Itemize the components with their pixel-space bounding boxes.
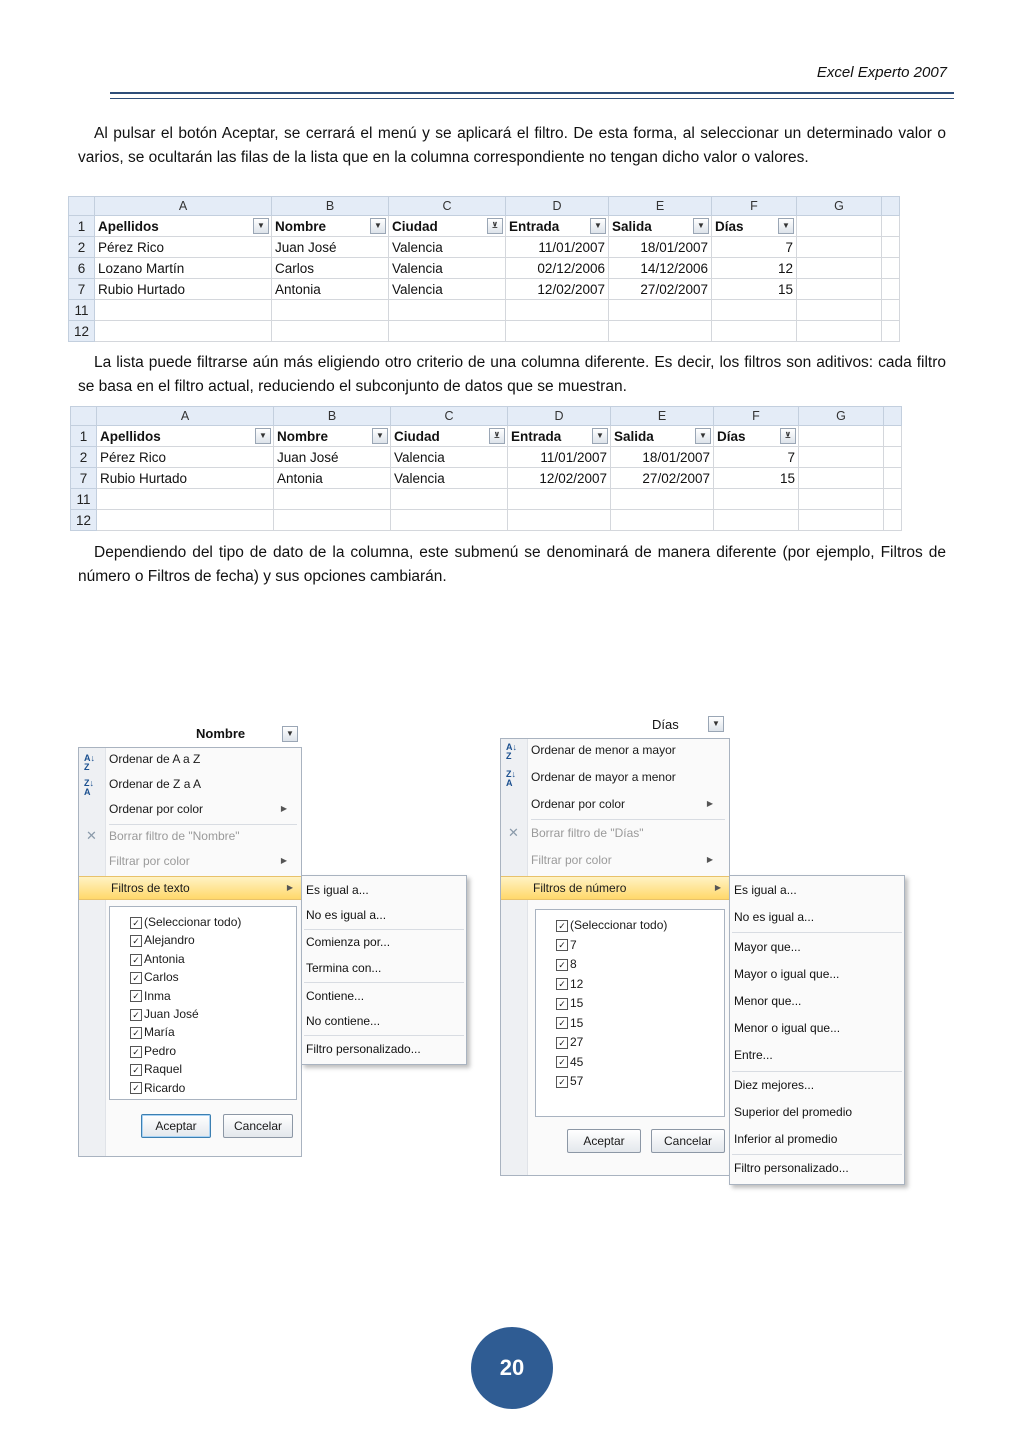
filter-active-icon[interactable]: ⊻: [489, 428, 505, 444]
table-cell[interactable]: 12: [712, 258, 797, 279]
checkbox-checked-icon[interactable]: ✓: [556, 978, 568, 990]
sort-color-label: Ordenar por color: [109, 802, 204, 816]
checklist-item[interactable]: [130, 1005, 199, 1023]
table-cell[interactable]: 02/12/2006: [506, 258, 609, 279]
table-cell[interactable]: Valencia: [391, 468, 508, 489]
checklist-item[interactable]: [556, 1033, 583, 1051]
header-cell-label: Nombre: [275, 218, 327, 234]
table-row: [71, 489, 902, 510]
filter-color-label: Filtrar por color: [109, 854, 190, 868]
checklist-item[interactable]: [556, 916, 667, 934]
table-row: [69, 237, 900, 258]
column-header-a[interactable]: A: [97, 407, 274, 426]
table-cell[interactable]: 18/01/2007: [611, 447, 714, 468]
header-cell[interactable]: [274, 426, 391, 447]
row-header[interactable]: 12: [71, 510, 97, 531]
header-cell-label: Nombre: [277, 428, 329, 444]
paragraph-1-text: Al pulsar el botón Aceptar, se cerrará el menú y se aplicará el filtro. De esta forma, al seleccionar un determinado valor o varios, se ocultarán las filas de la lista que en la columna correspondiente no tengan dicho valor o valores.: [78, 125, 946, 166]
submenu-item[interactable]: Filtro personalizado...: [734, 1161, 849, 1175]
table-cell[interactable]: Antonia: [272, 279, 389, 300]
empty-cell[interactable]: [712, 300, 797, 321]
header-cell[interactable]: [389, 216, 506, 237]
table-cell[interactable]: Rubio Hurtado: [95, 279, 272, 300]
filter-dropdown-icon[interactable]: ▼: [370, 218, 386, 234]
column-header-b[interactable]: B: [274, 407, 391, 426]
table-cell[interactable]: 18/01/2007: [609, 237, 712, 258]
menu-separator: [531, 819, 725, 820]
empty-cell[interactable]: [272, 300, 389, 321]
empty-cell[interactable]: [882, 237, 900, 258]
empty-cell[interactable]: [391, 510, 508, 531]
empty-cell[interactable]: [882, 216, 900, 237]
checkbox-checked-icon[interactable]: ✓: [130, 1064, 142, 1076]
ok-button[interactable]: Aceptar: [567, 1129, 641, 1153]
checklist-item-label: 57: [570, 1074, 584, 1088]
checklist-item[interactable]: [130, 987, 171, 1005]
empty-cell[interactable]: [274, 510, 391, 531]
empty-cell[interactable]: [506, 321, 609, 342]
checklist-item-label: Inma: [144, 988, 171, 1003]
table-cell[interactable]: Juan José: [272, 237, 389, 258]
table-cell[interactable]: Valencia: [389, 237, 506, 258]
values-checklist[interactable]: [535, 909, 725, 1117]
empty-cell[interactable]: [272, 321, 389, 342]
dias-filter-dropdown-icon[interactable]: ▼: [708, 716, 724, 732]
column-header-c[interactable]: C: [391, 407, 508, 426]
submenu-item[interactable]: Es igual a...: [306, 883, 369, 897]
empty-cell[interactable]: [97, 489, 274, 510]
column-header-c[interactable]: C: [389, 197, 506, 216]
checklist-item-label: (Seleccionar todo): [570, 918, 668, 932]
checklist-item-label: 12: [570, 976, 584, 991]
column-header-f[interactable]: F: [712, 197, 797, 216]
checklist-item-label: 15: [570, 1015, 584, 1030]
ok-button[interactable]: Aceptar: [141, 1114, 211, 1138]
filter-dropdown-icon[interactable]: ▼: [778, 218, 794, 234]
submenu-arrow-icon: ▶: [280, 856, 287, 865]
empty-cell[interactable]: [712, 321, 797, 342]
checkbox-checked-icon[interactable]: ✓: [130, 935, 142, 947]
empty-cell[interactable]: [884, 510, 902, 531]
menu-item-text-filters[interactable]: [79, 876, 301, 900]
empty-cell[interactable]: [611, 489, 714, 510]
empty-cell[interactable]: [611, 510, 714, 531]
checklist-item[interactable]: [130, 913, 241, 931]
filter-color-label: Filtrar por color: [531, 853, 612, 867]
table-cell[interactable]: 11/01/2007: [506, 237, 609, 258]
submenu-item[interactable]: Mayor o igual que...: [734, 967, 840, 981]
sort-az-icon: A↓ Z: [84, 753, 95, 772]
empty-cell[interactable]: [95, 300, 272, 321]
empty-cell[interactable]: [799, 447, 884, 468]
header-cell-label: Salida: [614, 428, 654, 444]
submenu-separator: [304, 1035, 464, 1036]
header-cell-label: Entrada: [511, 428, 562, 444]
spreadsheet-2: [70, 406, 902, 531]
checkbox-checked-icon[interactable]: ✓: [556, 1076, 568, 1088]
checkbox-checked-icon[interactable]: ✓: [130, 954, 142, 966]
filter-dropdown-icon[interactable]: ▼: [592, 428, 608, 444]
empty-cell[interactable]: [389, 300, 506, 321]
checklist-item[interactable]: [556, 975, 583, 993]
table-cell[interactable]: Lozano Martín: [95, 258, 272, 279]
table-row: [69, 300, 900, 321]
sort-asc-icon: A↓ Z: [506, 742, 517, 761]
checklist-item[interactable]: [556, 1014, 583, 1032]
empty-cell[interactable]: [797, 237, 882, 258]
submenu-item[interactable]: No es igual a...: [306, 908, 387, 922]
column-header-b[interactable]: B: [272, 197, 389, 216]
menu-item-clear-filter[interactable]: Borrar filtro de "Nombre": [109, 829, 240, 843]
table-cell[interactable]: Carlos: [272, 258, 389, 279]
empty-cell[interactable]: [797, 279, 882, 300]
header-cell-label: Entrada: [509, 218, 560, 234]
empty-cell[interactable]: [797, 300, 882, 321]
header-cell[interactable]: [506, 216, 609, 237]
empty-cell[interactable]: [799, 510, 884, 531]
table-cell[interactable]: Pérez Rico: [97, 447, 274, 468]
submenu-item[interactable]: No es igual a...: [734, 910, 815, 924]
cancel-button[interactable]: Cancelar: [651, 1129, 725, 1153]
checklist-item-label: Juan José: [144, 1007, 199, 1021]
empty-cell[interactable]: [797, 258, 882, 279]
header-cell[interactable]: [611, 426, 714, 447]
column-header-d[interactable]: D: [508, 407, 611, 426]
filter-dropdown-icon[interactable]: ▼: [695, 428, 711, 444]
submenu-separator: [732, 932, 902, 933]
empty-cell[interactable]: [799, 426, 884, 447]
header-cell[interactable]: [712, 216, 797, 237]
checklist-item-label: 27: [570, 1035, 584, 1049]
checklist-item[interactable]: [556, 936, 577, 954]
text-filters-submenu: [301, 875, 467, 1065]
table-cell[interactable]: Valencia: [389, 279, 506, 300]
checkbox-checked-icon[interactable]: ✓: [130, 1009, 142, 1021]
checklist-item-label: Carlos: [144, 970, 179, 985]
column-header-g[interactable]: G: [799, 407, 884, 426]
empty-cell[interactable]: [884, 447, 902, 468]
header-cell[interactable]: [609, 216, 712, 237]
submenu-item[interactable]: Mayor que...: [734, 940, 801, 954]
header-cell-label: Apellidos: [100, 428, 161, 444]
row-header[interactable]: 2: [71, 447, 97, 468]
empty-cell[interactable]: [714, 510, 799, 531]
empty-cell[interactable]: [609, 321, 712, 342]
checklist-item[interactable]: [130, 1042, 176, 1060]
filter-dropdown-icon[interactable]: ▼: [255, 428, 271, 444]
empty-cell[interactable]: [97, 510, 274, 531]
empty-cell[interactable]: [882, 300, 900, 321]
nombre-filter-dropdown-icon[interactable]: ▼: [282, 726, 298, 742]
header-cell[interactable]: [391, 426, 508, 447]
menu-item-filter-color[interactable]: [109, 850, 295, 872]
number-filters-label: Filtros de número: [533, 881, 627, 895]
row-header[interactable]: 7: [71, 468, 97, 489]
submenu-arrow-icon: ▶: [706, 855, 713, 864]
menu-item-sort-za[interactable]: Ordenar de Z a A: [109, 777, 202, 791]
clear-filter-icon: ✕: [508, 825, 519, 840]
menu-item-sort-az[interactable]: Ordenar de A a Z: [109, 752, 201, 766]
table-cell[interactable]: 27/02/2007: [611, 468, 714, 489]
column-header-g[interactable]: G: [797, 197, 882, 216]
submenu-item[interactable]: Es igual a...: [734, 883, 797, 897]
text-filter-menu: [78, 747, 302, 1157]
submenu-item[interactable]: Menor que...: [734, 994, 802, 1008]
dias-header-label: Días: [652, 717, 679, 732]
select-all-corner[interactable]: [69, 197, 95, 216]
filter-dropdown-icon[interactable]: ▼: [253, 218, 269, 234]
table-row: [69, 321, 900, 342]
checklist-item-label: María: [144, 1025, 175, 1040]
menu-item-filter-color[interactable]: [531, 849, 721, 871]
checkbox-checked-icon[interactable]: ✓: [556, 939, 568, 951]
header-cell[interactable]: [272, 216, 389, 237]
row-header[interactable]: 12: [69, 321, 95, 342]
checklist-item-label: 7: [570, 937, 577, 952]
checkbox-checked-icon[interactable]: ✓: [556, 998, 568, 1010]
submenu-item[interactable]: Termina con...: [306, 961, 382, 975]
checkbox-checked-icon[interactable]: ✓: [556, 1017, 568, 1029]
checklist-item-label: Ricardo: [144, 1080, 186, 1095]
table-row: [71, 468, 902, 489]
submenu-separator: [304, 982, 464, 983]
paragraph-3-text: Dependiendo del tipo de dato de la columna, este submenú se denominará de manera diferente (por ejemplo, Filtros de número o Filtros de fecha) y sus opciones cambiarán.: [78, 544, 946, 585]
empty-cell[interactable]: [391, 489, 508, 510]
filter-dropdown-icon[interactable]: ▼: [372, 428, 388, 444]
sort-za-icon: Z↓ A: [84, 778, 94, 797]
empty-cell[interactable]: [884, 468, 902, 489]
empty-cell[interactable]: [797, 321, 882, 342]
table-cell[interactable]: 12/02/2007: [508, 468, 611, 489]
filter-dropdown-icon[interactable]: ▼: [590, 218, 606, 234]
empty-cell[interactable]: [884, 489, 902, 510]
table-row: [69, 258, 900, 279]
number-filters-submenu: [729, 875, 905, 1185]
table-cell[interactable]: 15: [714, 468, 799, 489]
checklist-item[interactable]: [556, 994, 583, 1012]
checklist-item-label: Pedro: [144, 1043, 177, 1058]
menu-item-sort-color[interactable]: [531, 793, 721, 815]
header-rule-thin: [110, 98, 954, 99]
menu-item-sort-desc[interactable]: Ordenar de mayor a menor: [531, 770, 676, 784]
empty-cell[interactable]: [506, 300, 609, 321]
checkbox-checked-icon[interactable]: ✓: [130, 972, 142, 984]
empty-cell[interactable]: [882, 321, 900, 342]
checklist-item[interactable]: [556, 955, 577, 973]
checklist-item[interactable]: [130, 968, 179, 986]
submenu-item[interactable]: Filtro personalizado...: [306, 1042, 421, 1056]
paragraph-2: [78, 351, 946, 398]
checklist-item[interactable]: [130, 950, 185, 968]
checklist-item-label: 45: [570, 1054, 584, 1069]
filter-active-icon[interactable]: ⊻: [487, 218, 503, 234]
header-cell-label: Salida: [612, 218, 652, 234]
table-cell[interactable]: 12/02/2007: [506, 279, 609, 300]
checkbox-checked-icon[interactable]: ✓: [130, 1027, 142, 1039]
empty-cell[interactable]: [882, 279, 900, 300]
table-cell[interactable]: Antonia: [274, 468, 391, 489]
checkbox-checked-icon[interactable]: ✓: [556, 1037, 568, 1049]
table-cell[interactable]: 27/02/2007: [609, 279, 712, 300]
submenu-separator: [732, 1154, 902, 1155]
table-cell[interactable]: Pérez Rico: [95, 237, 272, 258]
table-cell[interactable]: 7: [712, 237, 797, 258]
column-header-f[interactable]: F: [714, 407, 799, 426]
number-filter-menu: [500, 738, 730, 1176]
table-row: [69, 216, 900, 237]
header-rule: [110, 92, 954, 94]
empty-cell[interactable]: [95, 321, 272, 342]
submenu-separator: [732, 1071, 902, 1072]
empty-cell[interactable]: [884, 426, 902, 447]
table-cell[interactable]: Juan José: [274, 447, 391, 468]
checklist-item-label: Alejandro: [144, 933, 195, 948]
empty-cell[interactable]: [799, 489, 884, 510]
checklist-item[interactable]: [130, 931, 195, 949]
header-cell[interactable]: [95, 216, 272, 237]
checklist-item[interactable]: [130, 1060, 182, 1078]
column-header-edge: [882, 197, 900, 216]
empty-cell[interactable]: [799, 468, 884, 489]
row-header[interactable]: 1: [71, 426, 97, 447]
header-cell[interactable]: [714, 426, 799, 447]
dias-header-cell: [500, 712, 728, 739]
checkbox-checked-icon[interactable]: ✓: [130, 990, 142, 1002]
row-header[interactable]: 11: [69, 300, 95, 321]
header-cell-label: Días: [717, 428, 746, 444]
page-number-badge: 20: [471, 1327, 553, 1409]
table-row: [71, 510, 902, 531]
column-header-edge: [884, 407, 902, 426]
checklist-item[interactable]: [556, 1072, 583, 1090]
checklist-item-label: 15: [570, 996, 584, 1010]
checklist-item[interactable]: [130, 1079, 185, 1097]
empty-cell[interactable]: [714, 489, 799, 510]
menu-gutter: [79, 748, 106, 1156]
submenu-item[interactable]: Entre...: [734, 1048, 773, 1062]
checklist-item-label: Antonia: [144, 951, 185, 966]
select-all-corner[interactable]: [71, 407, 97, 426]
row-header[interactable]: 2: [69, 237, 95, 258]
table-cell[interactable]: 14/12/2006: [609, 258, 712, 279]
empty-cell[interactable]: [797, 216, 882, 237]
column-header-a[interactable]: A: [95, 197, 272, 216]
checkbox-checked-icon[interactable]: ✓: [130, 917, 142, 929]
row-header[interactable]: 6: [69, 258, 95, 279]
menu-item-number-filters[interactable]: [501, 876, 729, 900]
row-header[interactable]: 7: [69, 279, 95, 300]
clear-filter-icon: ✕: [86, 828, 97, 843]
table-cell[interactable]: Valencia: [391, 447, 508, 468]
empty-cell[interactable]: [882, 258, 900, 279]
table-row: [71, 426, 902, 447]
row-header[interactable]: 1: [69, 216, 95, 237]
menu-item-sort-asc[interactable]: Ordenar de menor a mayor: [531, 743, 676, 757]
empty-cell[interactable]: [508, 510, 611, 531]
submenu-arrow-icon: ▶: [706, 799, 713, 808]
menu-item-clear-filter[interactable]: Borrar filtro de "Días": [531, 826, 644, 840]
empty-cell[interactable]: [274, 489, 391, 510]
column-header-d[interactable]: D: [506, 197, 609, 216]
menu-gutter: [501, 739, 528, 1175]
paragraph-3: [78, 541, 946, 588]
empty-cell[interactable]: [609, 300, 712, 321]
header-cell-label: Ciudad: [394, 428, 440, 444]
submenu-item[interactable]: Superior del promedio: [734, 1105, 853, 1119]
row-header[interactable]: 11: [71, 489, 97, 510]
checkbox-checked-icon[interactable]: ✓: [556, 1056, 568, 1068]
submenu-item[interactable]: Diez mejores...: [734, 1078, 815, 1092]
submenu-item[interactable]: Menor o igual que...: [734, 1021, 841, 1035]
checkbox-checked-icon[interactable]: ✓: [556, 920, 568, 932]
submenu-arrow-icon: ▶: [280, 804, 287, 813]
sort-desc-icon: Z↓ A: [506, 769, 516, 788]
submenu-item[interactable]: No contiene...: [306, 1014, 381, 1028]
header-cell[interactable]: [508, 426, 611, 447]
checklist-item-label: (Seleccionar todo): [144, 915, 242, 929]
submenu-item[interactable]: Contiene...: [306, 989, 365, 1003]
table-row: [71, 447, 902, 468]
checkbox-checked-icon[interactable]: ✓: [130, 1082, 142, 1094]
checkbox-checked-icon[interactable]: ✓: [556, 959, 568, 971]
header-cell-label: Apellidos: [98, 218, 159, 234]
column-header-e[interactable]: E: [611, 407, 714, 426]
checklist-item-label: 8: [570, 957, 577, 971]
table-cell[interactable]: 7: [714, 447, 799, 468]
empty-cell[interactable]: [508, 489, 611, 510]
text-filters-label: Filtros de texto: [111, 881, 190, 895]
checkbox-checked-icon[interactable]: ✓: [130, 1046, 142, 1058]
nombre-header-cell: [78, 721, 302, 748]
header-cell-label: Ciudad: [392, 218, 438, 234]
spreadsheet-1: [68, 196, 900, 342]
checklist-item[interactable]: [556, 1053, 583, 1071]
table-cell[interactable]: 11/01/2007: [508, 447, 611, 468]
filter-dropdown-icon[interactable]: ▼: [693, 218, 709, 234]
empty-cell[interactable]: [389, 321, 506, 342]
submenu-arrow-icon: ▶: [714, 883, 721, 892]
paragraph-2-text: La lista puede filtrarse aún más eligiendo otro criterio de una columna diferente. Es decir, los filtros son aditivos: cada filtro se basa en el filtro actual, reduciendo el subconjunto de datos que se muestran.: [78, 354, 946, 395]
document-header-title: Excel Experto 2007: [816, 64, 947, 81]
table-cell[interactable]: 15: [712, 279, 797, 300]
filter-active-icon[interactable]: ⊻: [780, 428, 796, 444]
table-cell[interactable]: Rubio Hurtado: [97, 468, 274, 489]
submenu-arrow-icon: ▶: [286, 883, 293, 892]
paragraph-1: [78, 122, 946, 169]
cancel-button[interactable]: Cancelar: [223, 1114, 293, 1138]
header-cell[interactable]: [97, 426, 274, 447]
nombre-header-label: Nombre: [196, 726, 246, 741]
checklist-item[interactable]: [130, 1023, 175, 1041]
values-checklist[interactable]: [109, 906, 297, 1100]
checklist-item-label: Raquel: [144, 1062, 183, 1077]
sort-color-label: Ordenar por color: [531, 797, 626, 811]
submenu-item[interactable]: Inferior al promedio: [734, 1132, 838, 1146]
submenu-item[interactable]: Comienza por...: [306, 935, 391, 949]
table-row: [69, 279, 900, 300]
table-cell[interactable]: Valencia: [389, 258, 506, 279]
header-cell-label: Días: [715, 218, 744, 234]
column-header-e[interactable]: E: [609, 197, 712, 216]
menu-item-sort-color[interactable]: [109, 798, 295, 820]
